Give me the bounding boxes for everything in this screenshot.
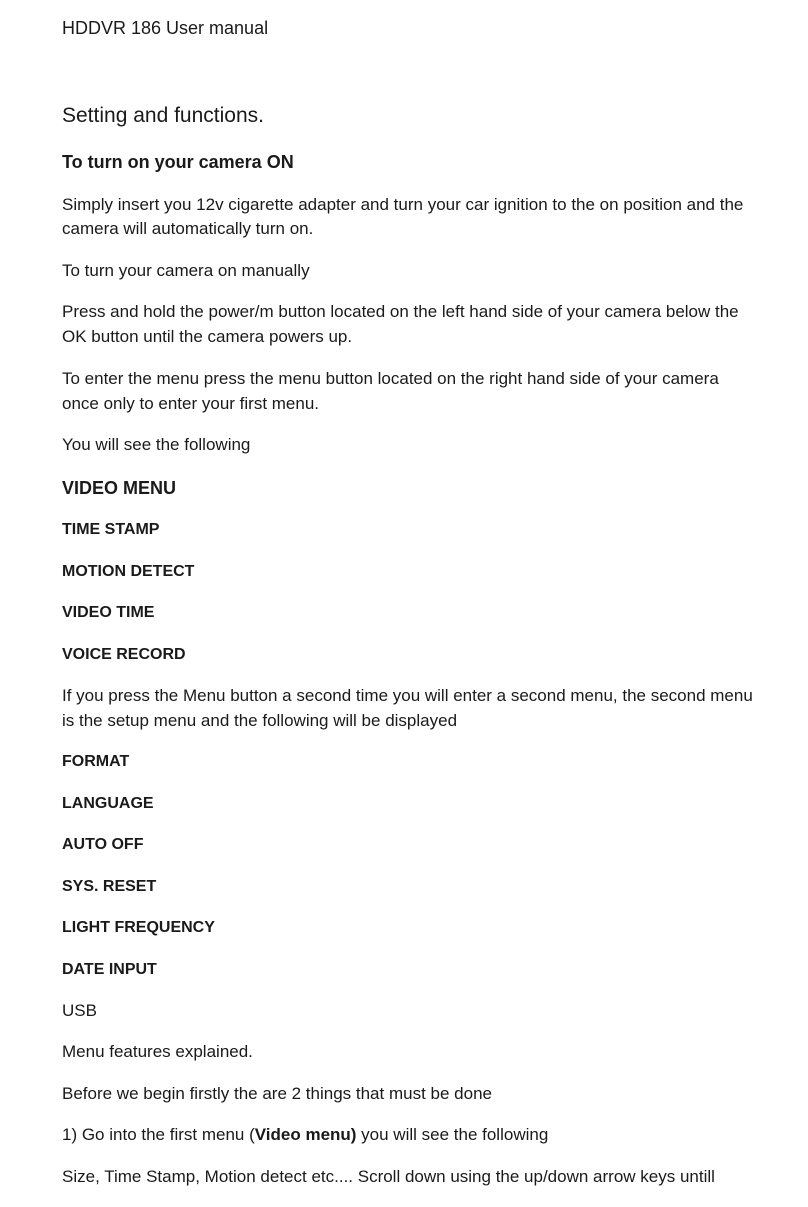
video-menu-item: VIDEO TIME — [62, 604, 155, 621]
turn-on-heading: To turn on your camera ON — [62, 152, 294, 172]
paragraph-power-line-1: Press and hold the power/m button located on the left hand side of your camera below the — [62, 302, 739, 321]
manual-heading: To turn your camera on manually — [62, 261, 310, 280]
setup-menu-item: DATE INPUT — [62, 961, 157, 978]
setup-menu-item: LIGHT FREQUENCY — [62, 919, 215, 936]
paragraph-second-menu-line-2: is the setup menu and the following will be displayed — [62, 711, 458, 730]
step-1-text — [62, 1123, 548, 1147]
paragraph-power-line-2: OK button until the camera powers up. — [62, 327, 353, 346]
setup-menu-item: AUTO OFF — [62, 836, 144, 853]
step-1-prefix: 1) Go into the first menu ( — [62, 1125, 255, 1144]
video-menu-item: VOICE RECORD — [62, 646, 186, 663]
usb-item: USB — [62, 1001, 97, 1020]
paragraph-menu-line-1: To enter the menu press the menu button located on the right hand side of your camera — [62, 369, 719, 388]
features-heading: Menu features explained. — [62, 1042, 253, 1061]
video-menu-heading: VIDEO MENU — [62, 478, 177, 498]
section-title: Setting and functions. — [62, 104, 264, 127]
paragraph-ignition-line-1: Simply insert you 12v cigarette adapter and turn your car ignition to the on position and the — [62, 195, 744, 214]
setup-menu-item: LANGUAGE — [62, 795, 154, 812]
paragraph-second-menu-line-1: If you press the Menu button a second time you will enter a second menu, the second menu — [62, 686, 753, 705]
document-header: HDDVR 186 User manual — [62, 18, 269, 38]
last-line-text: Size, Time Stamp, Motion detect etc.... Scroll down using the up/down arrow keys untill — [62, 1167, 715, 1186]
paragraph-menu-line-2: once only to enter your first menu. — [62, 394, 320, 413]
setup-menu-item: SYS. RESET — [62, 878, 157, 895]
paragraph-ignition-line-2: camera will automatically turn on. — [62, 219, 314, 238]
setup-menu-item: FORMAT — [62, 753, 130, 770]
video-menu-item: TIME STAMP — [62, 521, 160, 538]
before-begin-text: Before we begin firstly the are 2 things that must be done — [62, 1084, 492, 1103]
step-1-bold: Video menu) — [254, 1125, 357, 1144]
see-following-text: You will see the following — [62, 435, 251, 454]
step-1-suffix: you will see the following — [356, 1125, 549, 1144]
video-menu-item: MOTION DETECT — [62, 563, 195, 580]
